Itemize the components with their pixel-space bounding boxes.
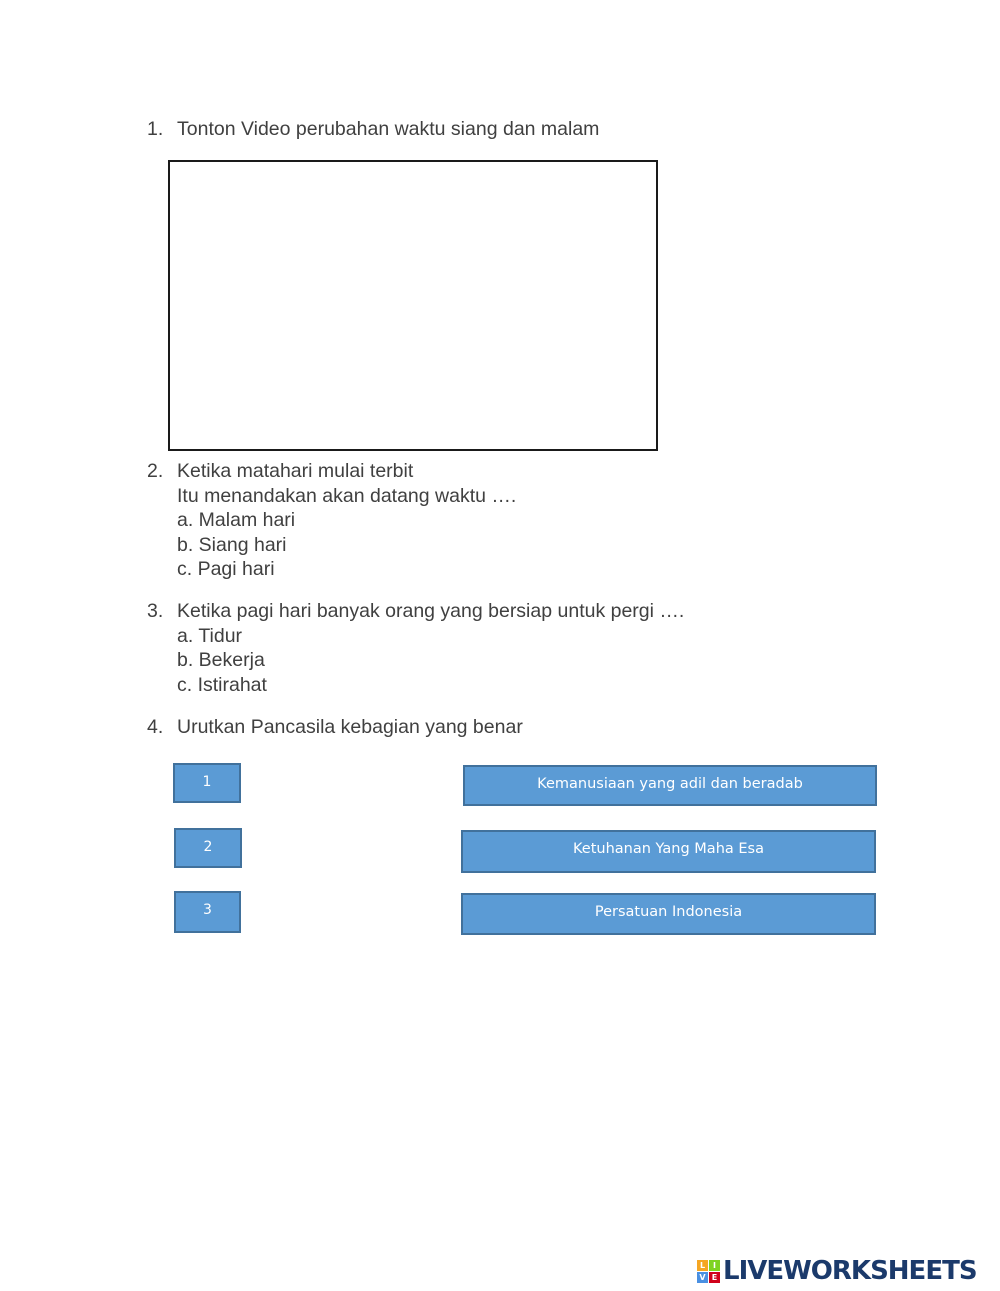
logo-mark-letter: I <box>709 1260 720 1271</box>
video-player-placeholder[interactable] <box>168 160 658 451</box>
option-c: c. Pagi hari <box>177 558 275 580</box>
question-line: Itu menandakan akan datang waktu …. <box>177 484 517 507</box>
question-line: Ketika pagi hari banyak orang yang bersiap untuk pergi …. <box>177 600 685 622</box>
question-number: 3. <box>147 600 164 622</box>
drop-target-3[interactable]: 3 <box>174 891 241 933</box>
question-number: 4. <box>147 716 164 738</box>
question-number: 1. <box>147 118 164 140</box>
question-line: Urutkan Pancasila kebagian yang benar <box>177 716 523 738</box>
option-b: b. Bekerja <box>177 649 265 671</box>
logo-text: LIVEWORKSHEETS <box>723 1256 977 1286</box>
answer-card[interactable]: Kemanusiaan yang adil dan beradab <box>463 765 877 806</box>
question-line: Tonton Video perubahan waktu siang dan malam <box>177 118 600 140</box>
logo-mark-letter: E <box>709 1272 720 1283</box>
option-a: a. Tidur <box>177 624 243 647</box>
answer-card[interactable]: Persatuan Indonesia <box>461 893 876 935</box>
option-a: a. Malam hari <box>177 509 296 531</box>
logo-mark-letter: L <box>697 1260 708 1271</box>
option-b: b. Siang hari <box>177 533 287 556</box>
question-text <box>177 599 684 697</box>
answer-card[interactable]: Ketuhanan Yang Maha Esa <box>461 830 876 873</box>
option-c: c. Istirahat <box>177 673 267 696</box>
question-text <box>177 117 599 142</box>
question-text <box>177 715 523 740</box>
question-line: Ketika matahari mulai terbit <box>177 460 414 482</box>
question-text <box>177 459 516 582</box>
logo-mark-letter: V <box>697 1272 708 1283</box>
question-number: 2. <box>147 460 164 482</box>
logo-mark <box>697 1260 720 1283</box>
drop-target-1[interactable]: 1 <box>173 763 241 803</box>
drop-target-2[interactable]: 2 <box>174 828 242 868</box>
liveworksheets-logo <box>697 1257 977 1285</box>
